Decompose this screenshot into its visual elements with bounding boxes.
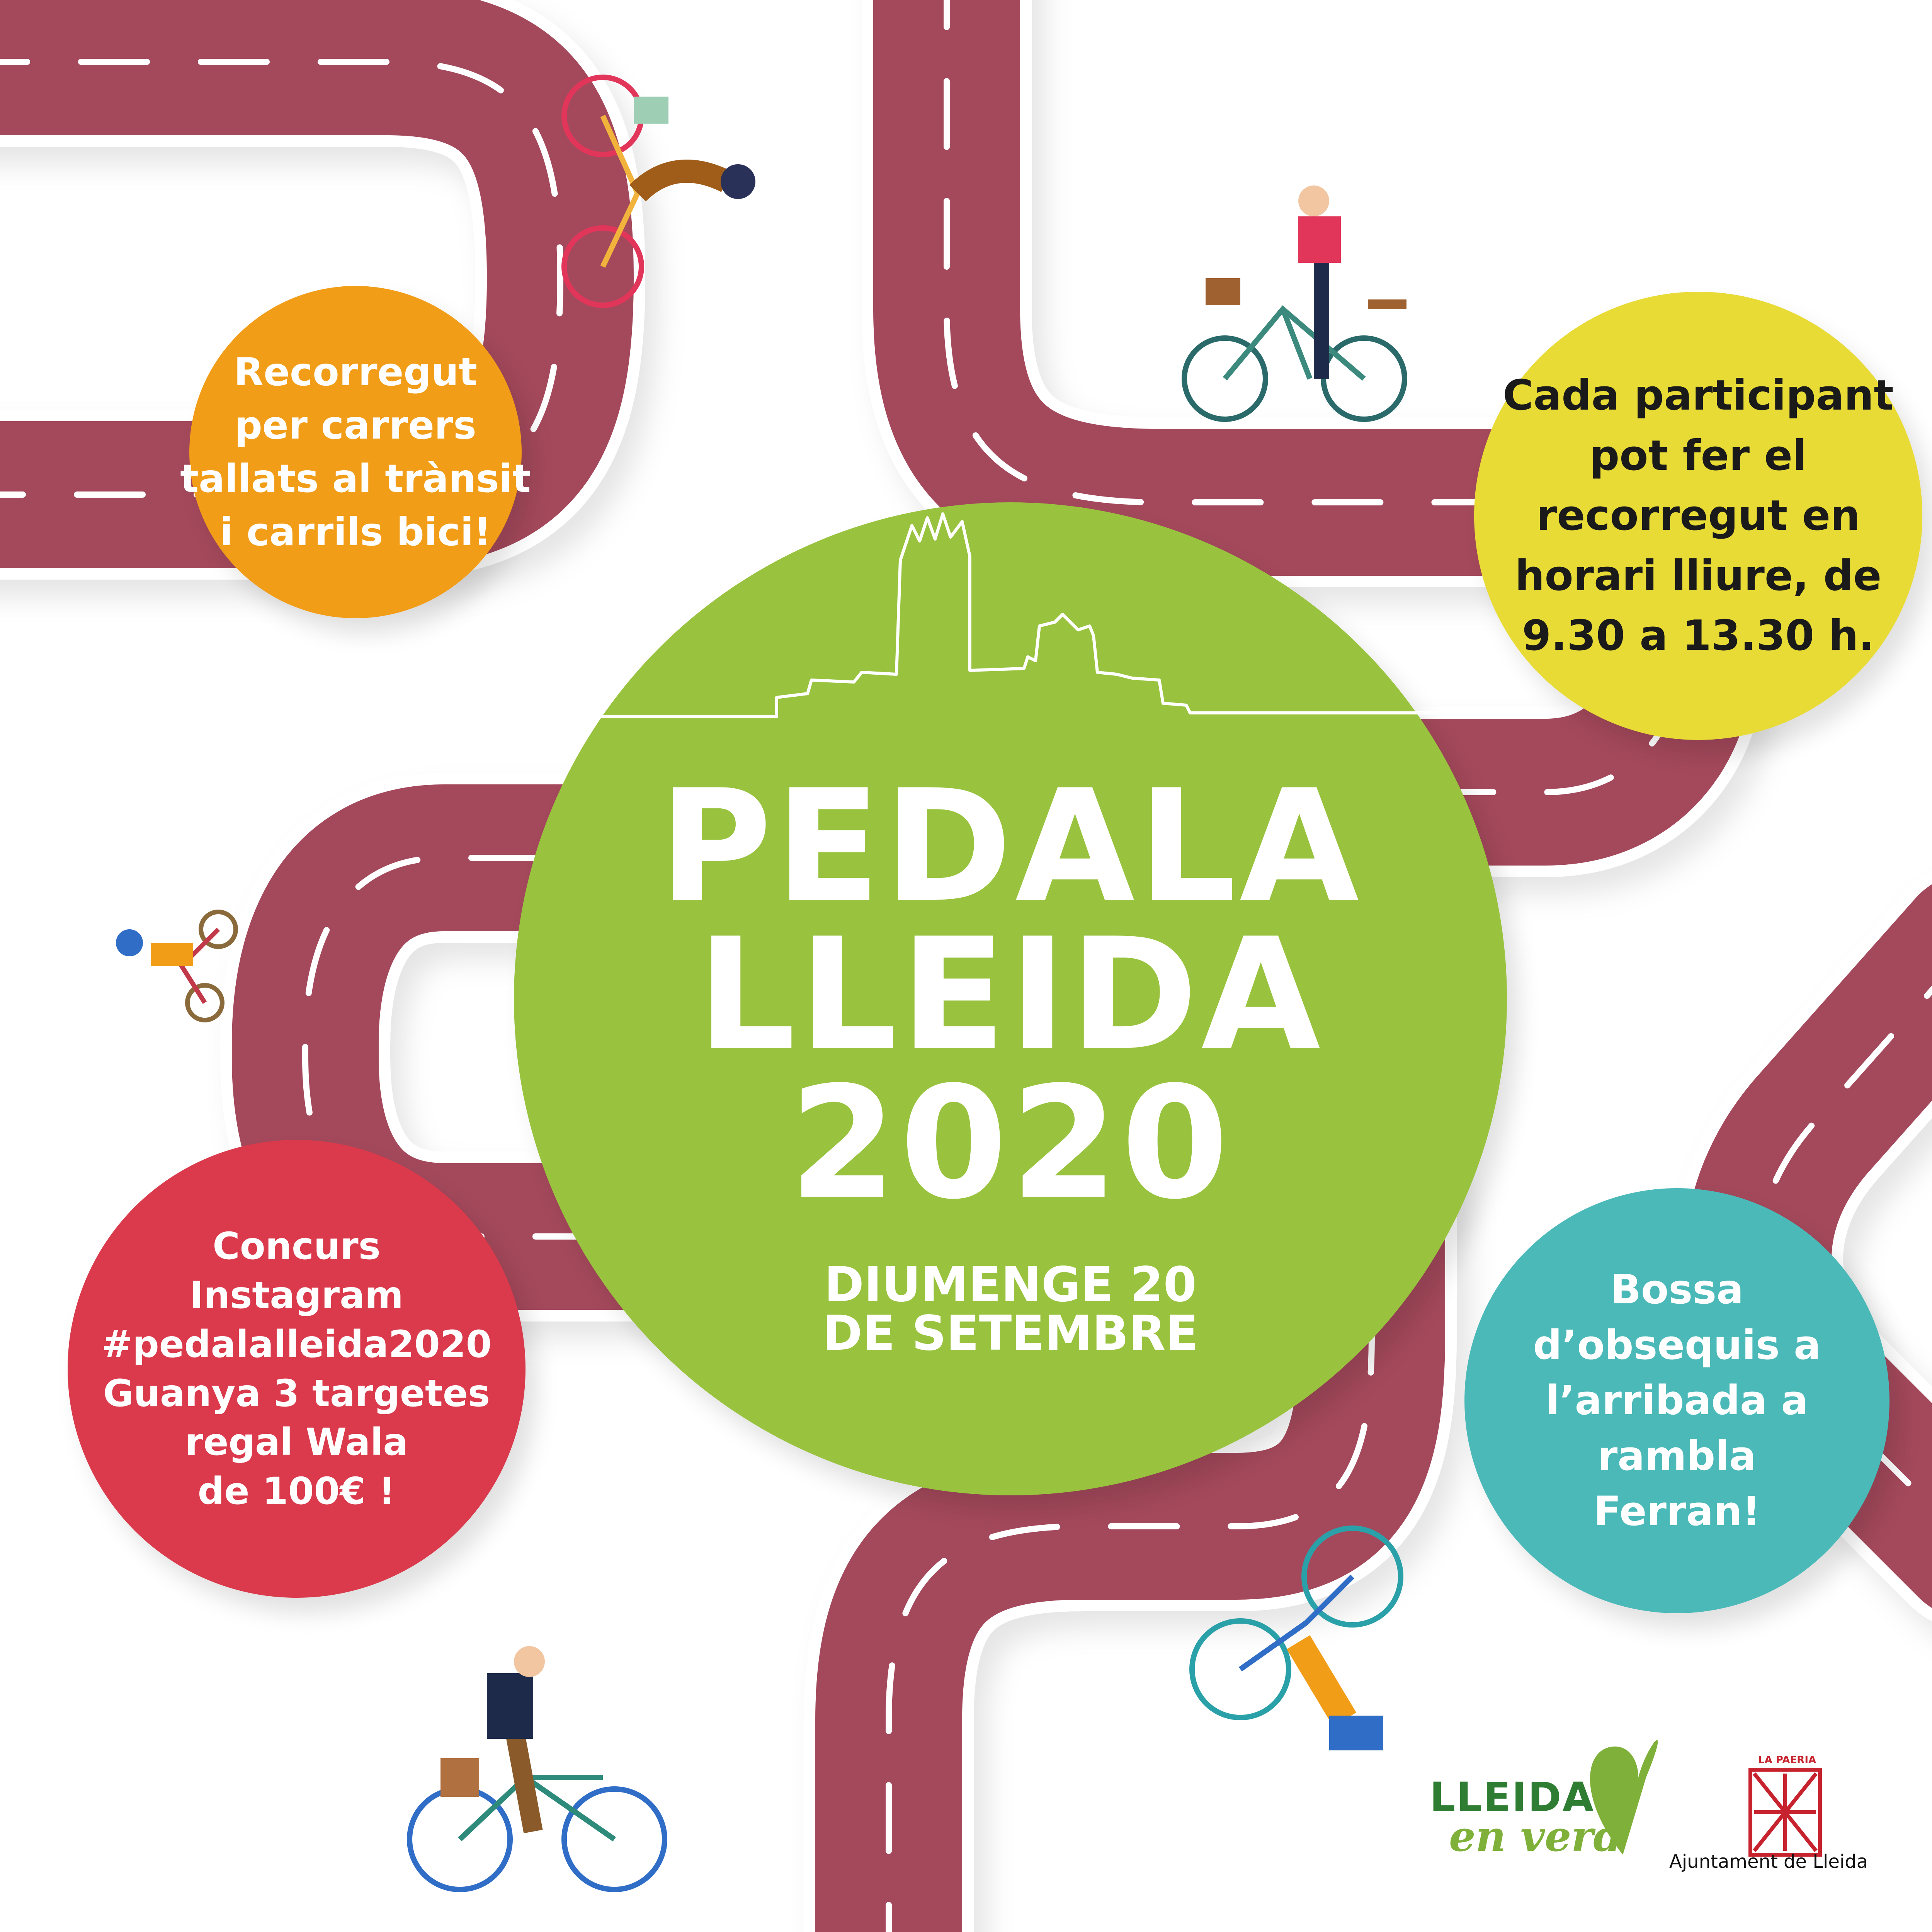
cyclist-icon	[1184, 185, 1406, 419]
castle-skyline-icon	[514, 502, 1507, 773]
bubble-line: Concurs	[213, 1225, 381, 1268]
cyclist-icon	[410, 1646, 665, 1889]
bubble-line: l’arribada a	[1546, 1377, 1808, 1424]
bubble-line: d’obsequis a	[1533, 1321, 1821, 1369]
title-line: PEDALA	[658, 757, 1362, 937]
bubble-line: tallats al trànsit	[180, 456, 531, 501]
title-line: 2020	[789, 1054, 1232, 1233]
bubble-line: i carrils bici!	[219, 509, 492, 554]
logo-lleida-en-verd	[1426, 1766, 1673, 1859]
bubble-line: de 100€ !	[197, 1469, 396, 1513]
info-bubble-route	[180, 286, 531, 618]
event-date	[822, 1257, 1199, 1362]
info-bubble-contest	[68, 1140, 526, 1598]
info-bubble-schedule	[1474, 292, 1922, 740]
title-line: LLEIDA	[697, 905, 1324, 1085]
event-title	[658, 757, 1362, 1233]
logo-paeria	[1669, 1754, 1886, 1882]
bubble-line: Bossa	[1610, 1266, 1744, 1313]
bubble-line: 9.30 a 13.30 h.	[1522, 612, 1874, 660]
bubble-line: Instagram	[190, 1274, 403, 1317]
logo-text: LA PAERIA	[1758, 1754, 1816, 1766]
bubble-line: Cada participant	[1503, 371, 1894, 420]
bubble-line: Ferran!	[1594, 1488, 1760, 1535]
bubble-line: regal Wala	[185, 1420, 408, 1464]
bubble-line: Guanya 3 targetes	[103, 1371, 490, 1415]
bubble-line: per carrers	[235, 403, 476, 448]
logo-text: en verd	[1449, 1812, 1622, 1861]
bubble-line: horari lliure, de	[1515, 551, 1882, 600]
date-line: DIUMENGE 20	[824, 1257, 1197, 1313]
bubble-line: recorregut en	[1536, 492, 1861, 540]
main-title-circle	[514, 502, 1507, 1495]
info-bubble-gifts	[1464, 1188, 1889, 1613]
bubble-line: Recorregut	[234, 349, 477, 395]
bubble-line: #pedalalleida2020	[101, 1322, 492, 1366]
logo-text: Ajuntament de Lleida	[1669, 1851, 1868, 1872]
cyclist-icon	[116, 912, 236, 1020]
bubble-line: rambla	[1597, 1432, 1757, 1480]
bubble-line: pot fer el	[1589, 431, 1807, 480]
date-line: DE SETEMBRE	[822, 1306, 1199, 1362]
logo-text: LLEIDA	[1430, 1774, 1595, 1821]
